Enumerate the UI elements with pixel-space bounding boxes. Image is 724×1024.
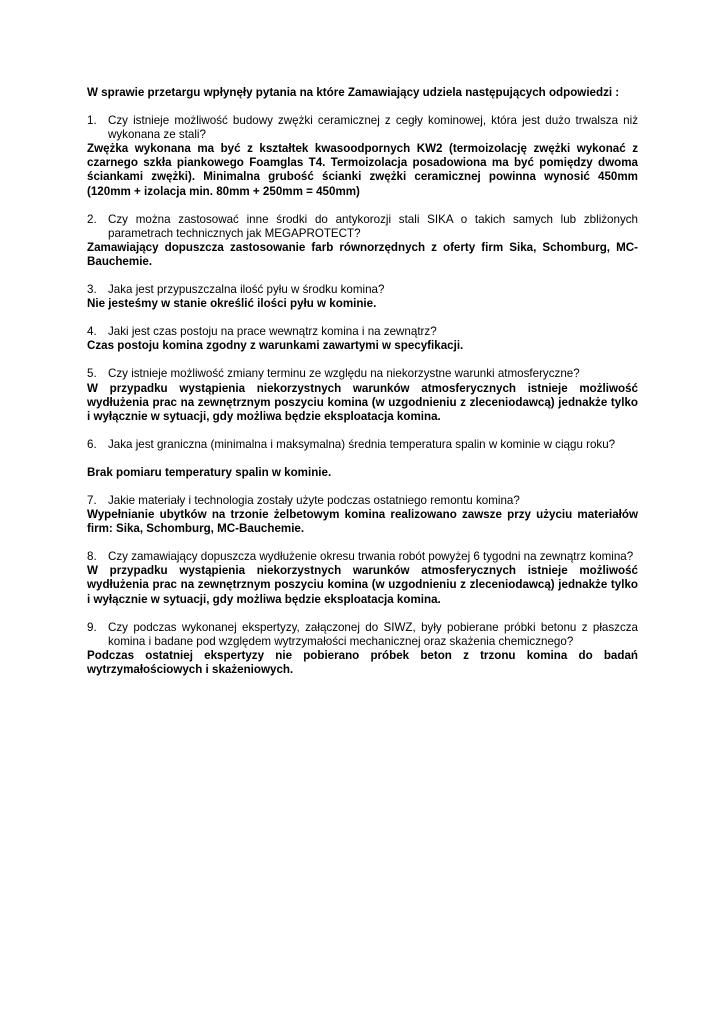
answer-text: Zamawiający dopuszcza zastosowanie farb równorzędnych z oferty firm Sika, Schomburg, MC-Bauchemie. [87,240,638,268]
qa-item-9 [87,621,638,677]
question-number: 7. [87,493,97,507]
question-text: Czy podczas wykonanej ekspertyzy, załączonej do SIWZ, były pobierane próbki betonu z płaszcza komina i badane pod względem wytrzymałości mechanicznej oraz skażenia chemicznego? [108,620,638,648]
qa-item-4 [87,325,638,353]
question [87,213,638,241]
answer-text: Zwężka wykonana ma być z kształtek kwasoodpornych KW2 (termoizolację zwężki wykonać z czarnego szkła piankowego Foamglas T4. Termoizolacja posadowiona ma być pomiędzy dwoma ściankami zwężki). Minimalna grubość ścianki zwężki ceramicznej powinna wynosić 450mm (120mm + izolacja min. 80mm + 250mm = 450mm) [87,142,638,198]
answer-text: Podczas ostatniej ekspertyzy nie pobierano próbek beton z trzonu komina do badań wytrzymałościowych i skażeniowych. [87,648,638,676]
qa-item-1 [87,114,638,199]
question-number: 6. [87,437,97,451]
answer-text: Wypełnianie ubytków na trzonie żelbetowym komina realizowano zawsze przy użyciu materiałów firm: Sika, Schomburg, MC-Bauchemie. [87,508,638,536]
question-number: 1. [87,114,97,128]
question-number: 4. [87,325,97,339]
qa-item-3 [87,283,638,311]
qa-item-7 [87,494,638,536]
question-text: Jakie materiały i technologia zostały użyte podczas ostatniego remontu komina? [108,493,520,507]
document-page [87,86,638,691]
qa-item-2 [87,213,638,269]
question [87,438,638,452]
question-number: 5. [87,367,97,381]
answer-text: Nie jesteśmy w stanie określić ilości pyłu w kominie. [87,297,377,311]
question-text: Jaki jest czas postoju na prace wewnątrz komina i na zewnątrz? [108,325,437,339]
question [87,325,638,339]
question [87,114,638,142]
question [87,621,638,649]
answer-text: W przypadku wystąpienia niekorzystnych warunków atmosferycznych istnieje możliwość wydłużenia prac na zewnętrznym poszyciu komina (w uzgodnieniu z zleceniodawcą) jednakże tylko i wyłącznie w sytuacji, gdy możliwa będzie eksploatacja komina. [87,564,638,606]
intro-paragraph: W sprawie przetargu wpłynęły pytania na które Zamawiający udziela następujących odpowiedzi : [87,86,620,99]
question-number: 9. [87,620,97,634]
question-text: Jaka jest przypuszczalna ilość pyłu w środku komina? [108,283,385,297]
qa-item-6 [87,438,638,480]
question-text: Jaka jest graniczna (minimalna i maksymalna) średnia temperatura spalin w kominie w ciągu roku? [108,437,616,451]
question-number: 3. [87,283,97,297]
blank-line [87,452,638,466]
question-text: Czy zamawiający dopuszcza wydłużenie okresu trwania robót powyżej 6 tygodni na zewnątrz komina? [108,550,634,564]
question-number: 2. [87,212,97,226]
question-text: Czy istnieje możliwość budowy zwężki ceramicznej z cegły kominowej, która jest dużo trwalsza niż wykonana ze stali? [108,114,638,142]
question-text: Czy można zastosować inne środki do antykorozji stali SIKA o takich samych lub zbliżonych parametrach technicznych jak MEGAPROTECT? [108,212,638,240]
question [87,550,638,564]
question-text: Czy istnieje możliwość zmiany terminu ze względu na niekorzystne warunki atmosferyczne? [108,367,580,381]
question-number: 8. [87,550,97,564]
qa-item-5 [87,367,638,423]
question [87,283,638,297]
answer-text: Brak pomiaru temperatury spalin w kominie. [87,465,332,479]
qa-item-8 [87,550,638,606]
answer-text: Czas postoju komina zgodny z warunkami zawartymi w specyfikacji. [87,339,464,353]
answer-text: W przypadku wystąpienia niekorzystnych warunków atmosferycznych istnieje możliwość wydłużenia prac na zewnętrznym poszyciu komina (w uzgodnieniu z zleceniodawcą) jednakże tylko i wyłącznie w sytuacji, gdy możliwa będzie eksploatacja komina. [87,381,638,423]
question [87,367,638,381]
question [87,494,638,508]
